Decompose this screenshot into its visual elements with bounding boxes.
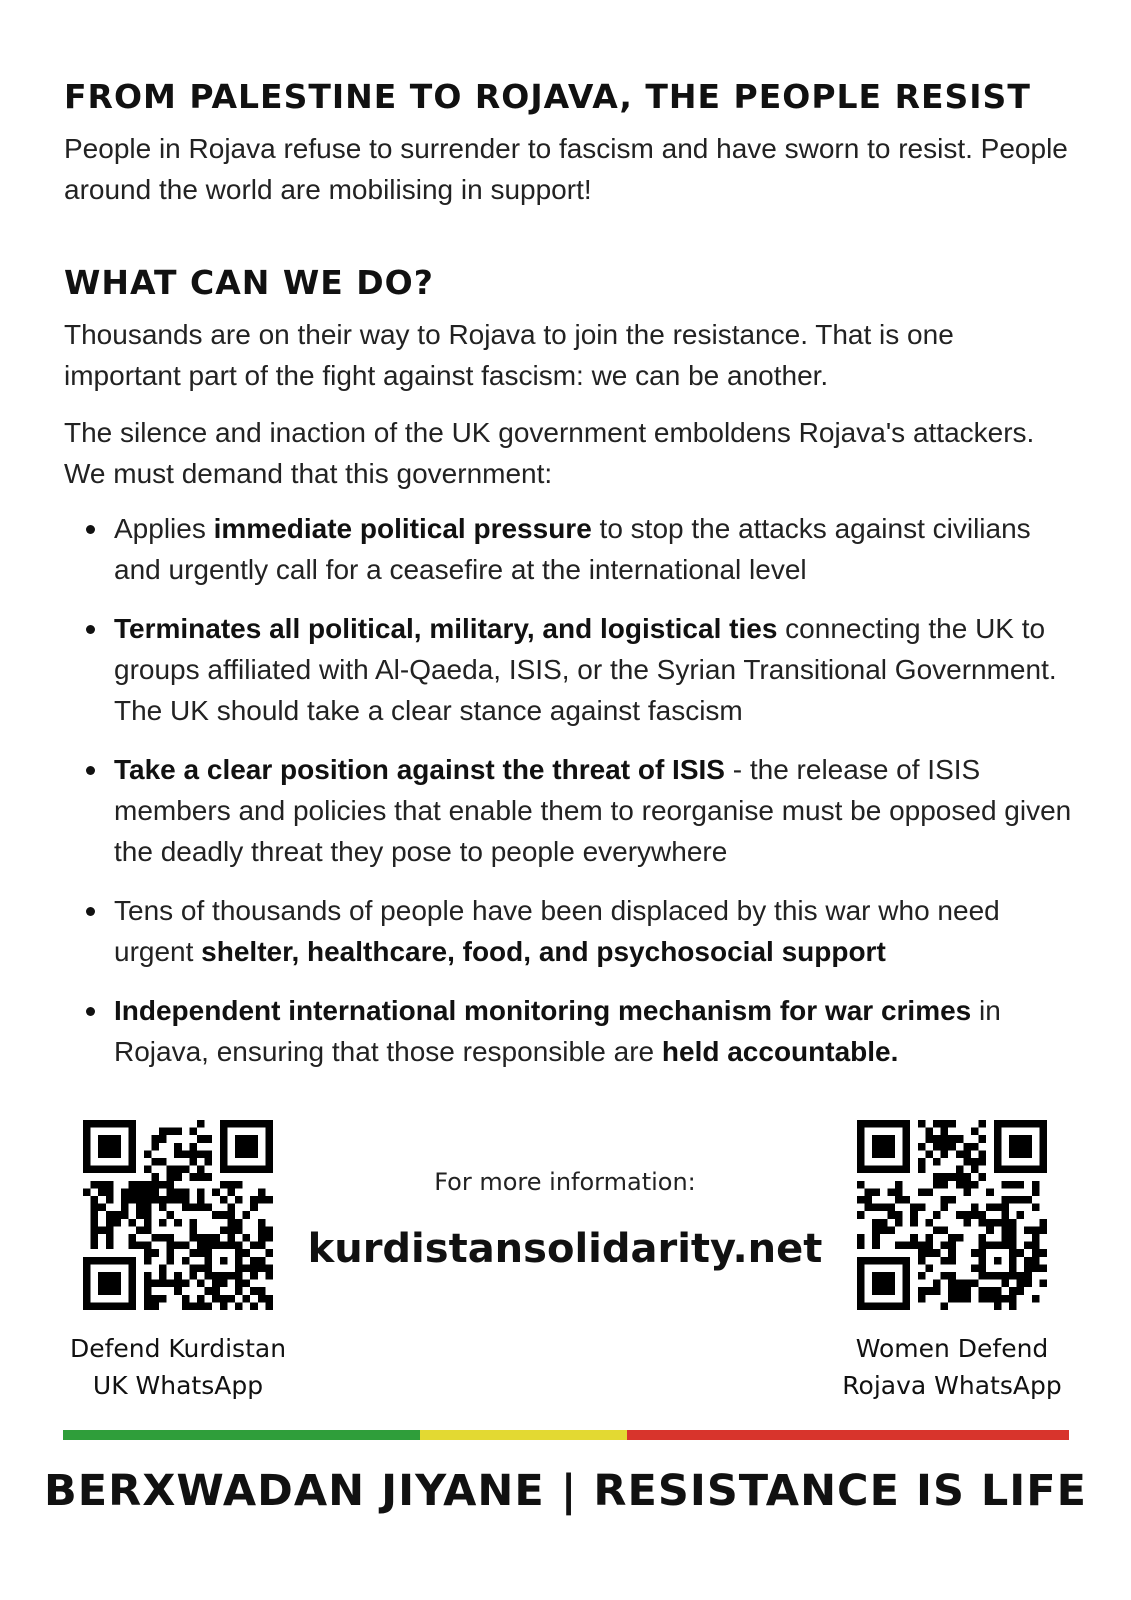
- body-paragraph-1: Thousands are on their way to Rojava to join the resistance. That is one important part of the fight against fascism: we can be another.: [64, 319, 954, 391]
- qr-code-icon[interactable]: [83, 1120, 273, 1310]
- website-link[interactable]: kurdistansolidarity.net: [307, 1226, 823, 1272]
- intro-paragraph: People in Rojava refuse to surrender to fascism and have sworn to resist. People around the world are mobilising in support!: [64, 133, 1068, 205]
- bullet-icon: [86, 907, 95, 916]
- color-stripe: [63, 1430, 1069, 1440]
- bullet-icon: [86, 625, 95, 634]
- footer: [0, 1120, 1131, 1600]
- demand-item: Independent international monitoring mechanism for war crimes in Rojava, ensuring that those responsible are held accountable.: [114, 990, 1074, 1072]
- qr-code-icon[interactable]: [857, 1120, 1047, 1310]
- bullet-icon: [86, 766, 95, 775]
- demand-item: Terminates all political, military, and logistical ties connecting the UK to groups affiliated with Al-Qaeda, ISIS, or the Syrian Transitional Government. The UK should take a clear stance against fascism: [114, 608, 1074, 731]
- body-paragraph-2: The silence and inaction of the UK government emboldens Rojava's attackers. We must demand that this government:: [64, 417, 1035, 489]
- bullet-icon: [86, 525, 95, 534]
- demands-list: [64, 508, 1074, 1072]
- qr-left-caption: Defend Kurdistan UK WhatsApp: [69, 1334, 287, 1400]
- main-heading: FROM PALESTINE TO ROJAVA, THE PEOPLE RESIST: [64, 77, 1031, 116]
- color-stripe-red: [627, 1430, 1069, 1440]
- demand-item: Tens of thousands of people have been displaced by this war who need urgent shelter, healthcare, food, and psychosocial support: [114, 890, 1074, 972]
- bullet-icon: [86, 1007, 95, 1016]
- demand-item: Applies immediate political pressure to stop the attacks against civilians and urgently call for a ceasefire at the international level: [114, 508, 1074, 590]
- color-stripe-green: [63, 1430, 420, 1440]
- more-info-label: For more information:: [434, 1168, 696, 1196]
- demand-item: Take a clear position against the threat of ISIS - the release of ISIS members and policies that enable them to reorganise must be opposed given the deadly threat they pose to people everywhere: [114, 749, 1074, 872]
- slogan: BERXWADAN JIYANE | RESISTANCE IS LIFE: [43, 1466, 1088, 1516]
- color-stripe-yellow: [420, 1430, 627, 1440]
- qr-right-caption: Women Defend Rojava WhatsApp: [842, 1334, 1062, 1400]
- section-heading: WHAT CAN WE DO?: [64, 263, 434, 302]
- main-content: [64, 74, 1074, 1090]
